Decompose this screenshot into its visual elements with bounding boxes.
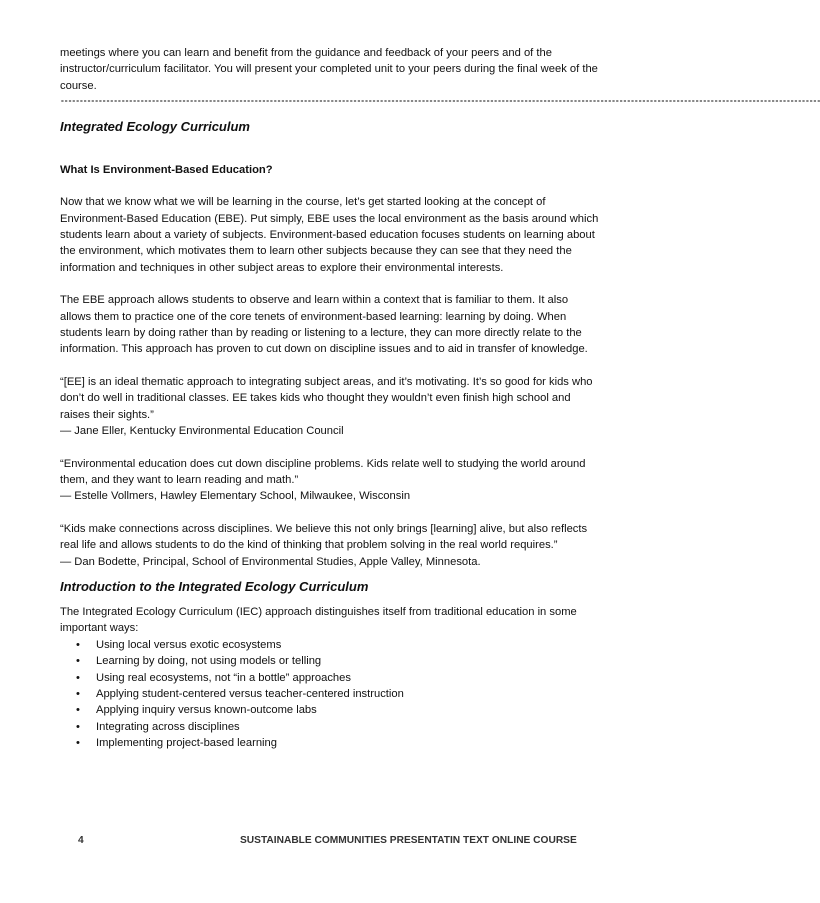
section-title-integrated-ecology: Integrated Ecology Curriculum xyxy=(60,119,250,135)
list-item-text: Integrating across disciplines xyxy=(96,720,240,733)
bullet-icon: • xyxy=(76,720,80,733)
paragraph-iec-intro: The Integrated Ecology Curriculum (IEC) approach distinguishes itself from traditional education in some important ways: xyxy=(60,605,577,635)
quote-attribution: — Estelle Vollmers, Hawley Elementary School, Milwaukee, Wisconsin xyxy=(60,490,411,503)
list-item xyxy=(76,637,600,653)
list-item-text: Applying student-centered versus teacher-centered instruction xyxy=(96,687,404,700)
list-item-text: Implementing project-based learning xyxy=(96,737,277,750)
section-title-introduction: Introduction to the Integrated Ecology Curriculum xyxy=(60,578,369,594)
quote-text: “Kids make connections across disciplines. We believe this not only brings [learning] alive, but also reflects real life and allows students to do the kind of thinking that problem solving in the real world requires.” xyxy=(60,522,588,552)
dashed-divider: -------------------------------------------------------------------------------------------------------------------------------------------------------------------------------------------------------- xyxy=(60,97,820,107)
list-item-text: Learning by doing, not using models or telling xyxy=(96,655,322,668)
list-item xyxy=(76,702,600,718)
list-item xyxy=(76,670,600,686)
list-item-text: Using local versus exotic ecosystems xyxy=(96,638,282,651)
bullet-icon: • xyxy=(76,638,80,651)
intro-paragraph: meetings where you can learn and benefit from the guidance and feedback of your peers and of the instructor/curriculum facilitator. You will present your completed unit to your peers during the final week of the course. xyxy=(60,47,598,92)
page-number: 4 xyxy=(78,835,84,846)
list-item-text: Using real ecosystems, not “in a bottle” approaches xyxy=(96,671,351,684)
list-item xyxy=(76,735,600,751)
page-content xyxy=(60,45,820,752)
footer-course-title: SUSTAINABLE COMMUNITIES PRESENTATIN TEXT ONLINE COURSE xyxy=(240,835,577,846)
paragraph-ebe-approach: The EBE approach allows students to observe and learn within a context that is familiar to them. It also allows them to practice one of the core tenets of environment-based learning: learning by doing. When students learn by doing rather than by reading or listening to a lecture, they can more directly relate to the information. This approach has proven to cut down on discipline issues and to aid in transfer of knowledge. xyxy=(60,294,588,356)
list-item xyxy=(76,686,600,702)
quote-text: “[EE] is an ideal thematic approach to integrating subject areas, and it’s motivating. It’s so good for kids who don’t do well in traditional classes. EE takes kids who thought they wouldn’t even finish high school and raises their sights.” xyxy=(60,375,593,421)
quote-attribution: — Dan Bodette, Principal, School of Environmental Studies, Apple Valley, Minnesota. xyxy=(60,555,481,568)
quote-attribution: — Jane Eller, Kentucky Environmental Education Council xyxy=(60,425,344,438)
bullet-icon: • xyxy=(76,737,80,750)
quote-text: “Environmental education does cut down discipline problems. Kids relate well to studying the world around them, and they want to learn reading and math.” xyxy=(60,457,586,486)
bullet-icon: • xyxy=(76,655,80,668)
paragraph-ebe-concept: Now that we know what we will be learning in the course, let’s get started looking at the concept of Environment-Based Education (EBE). Put simply, EBE uses the local environment as the basis around which students learn about a variety of subjects. Environment-based education focuses students on learning about the environment, which motivates them to learn other subjects because they can see that they need the information and techniques in other subject areas to explore their environmental interests. xyxy=(60,196,599,274)
list-item-text: Applying inquiry versus known-outcome labs xyxy=(96,704,317,717)
list-item xyxy=(76,653,600,669)
bullet-icon: • xyxy=(76,671,80,684)
list-item xyxy=(76,719,600,735)
iec-bullet-list xyxy=(60,637,600,752)
subheading-ebe: What Is Environment-Based Education? xyxy=(60,164,273,177)
bullet-icon: • xyxy=(76,704,80,717)
bullet-icon: • xyxy=(76,687,80,700)
